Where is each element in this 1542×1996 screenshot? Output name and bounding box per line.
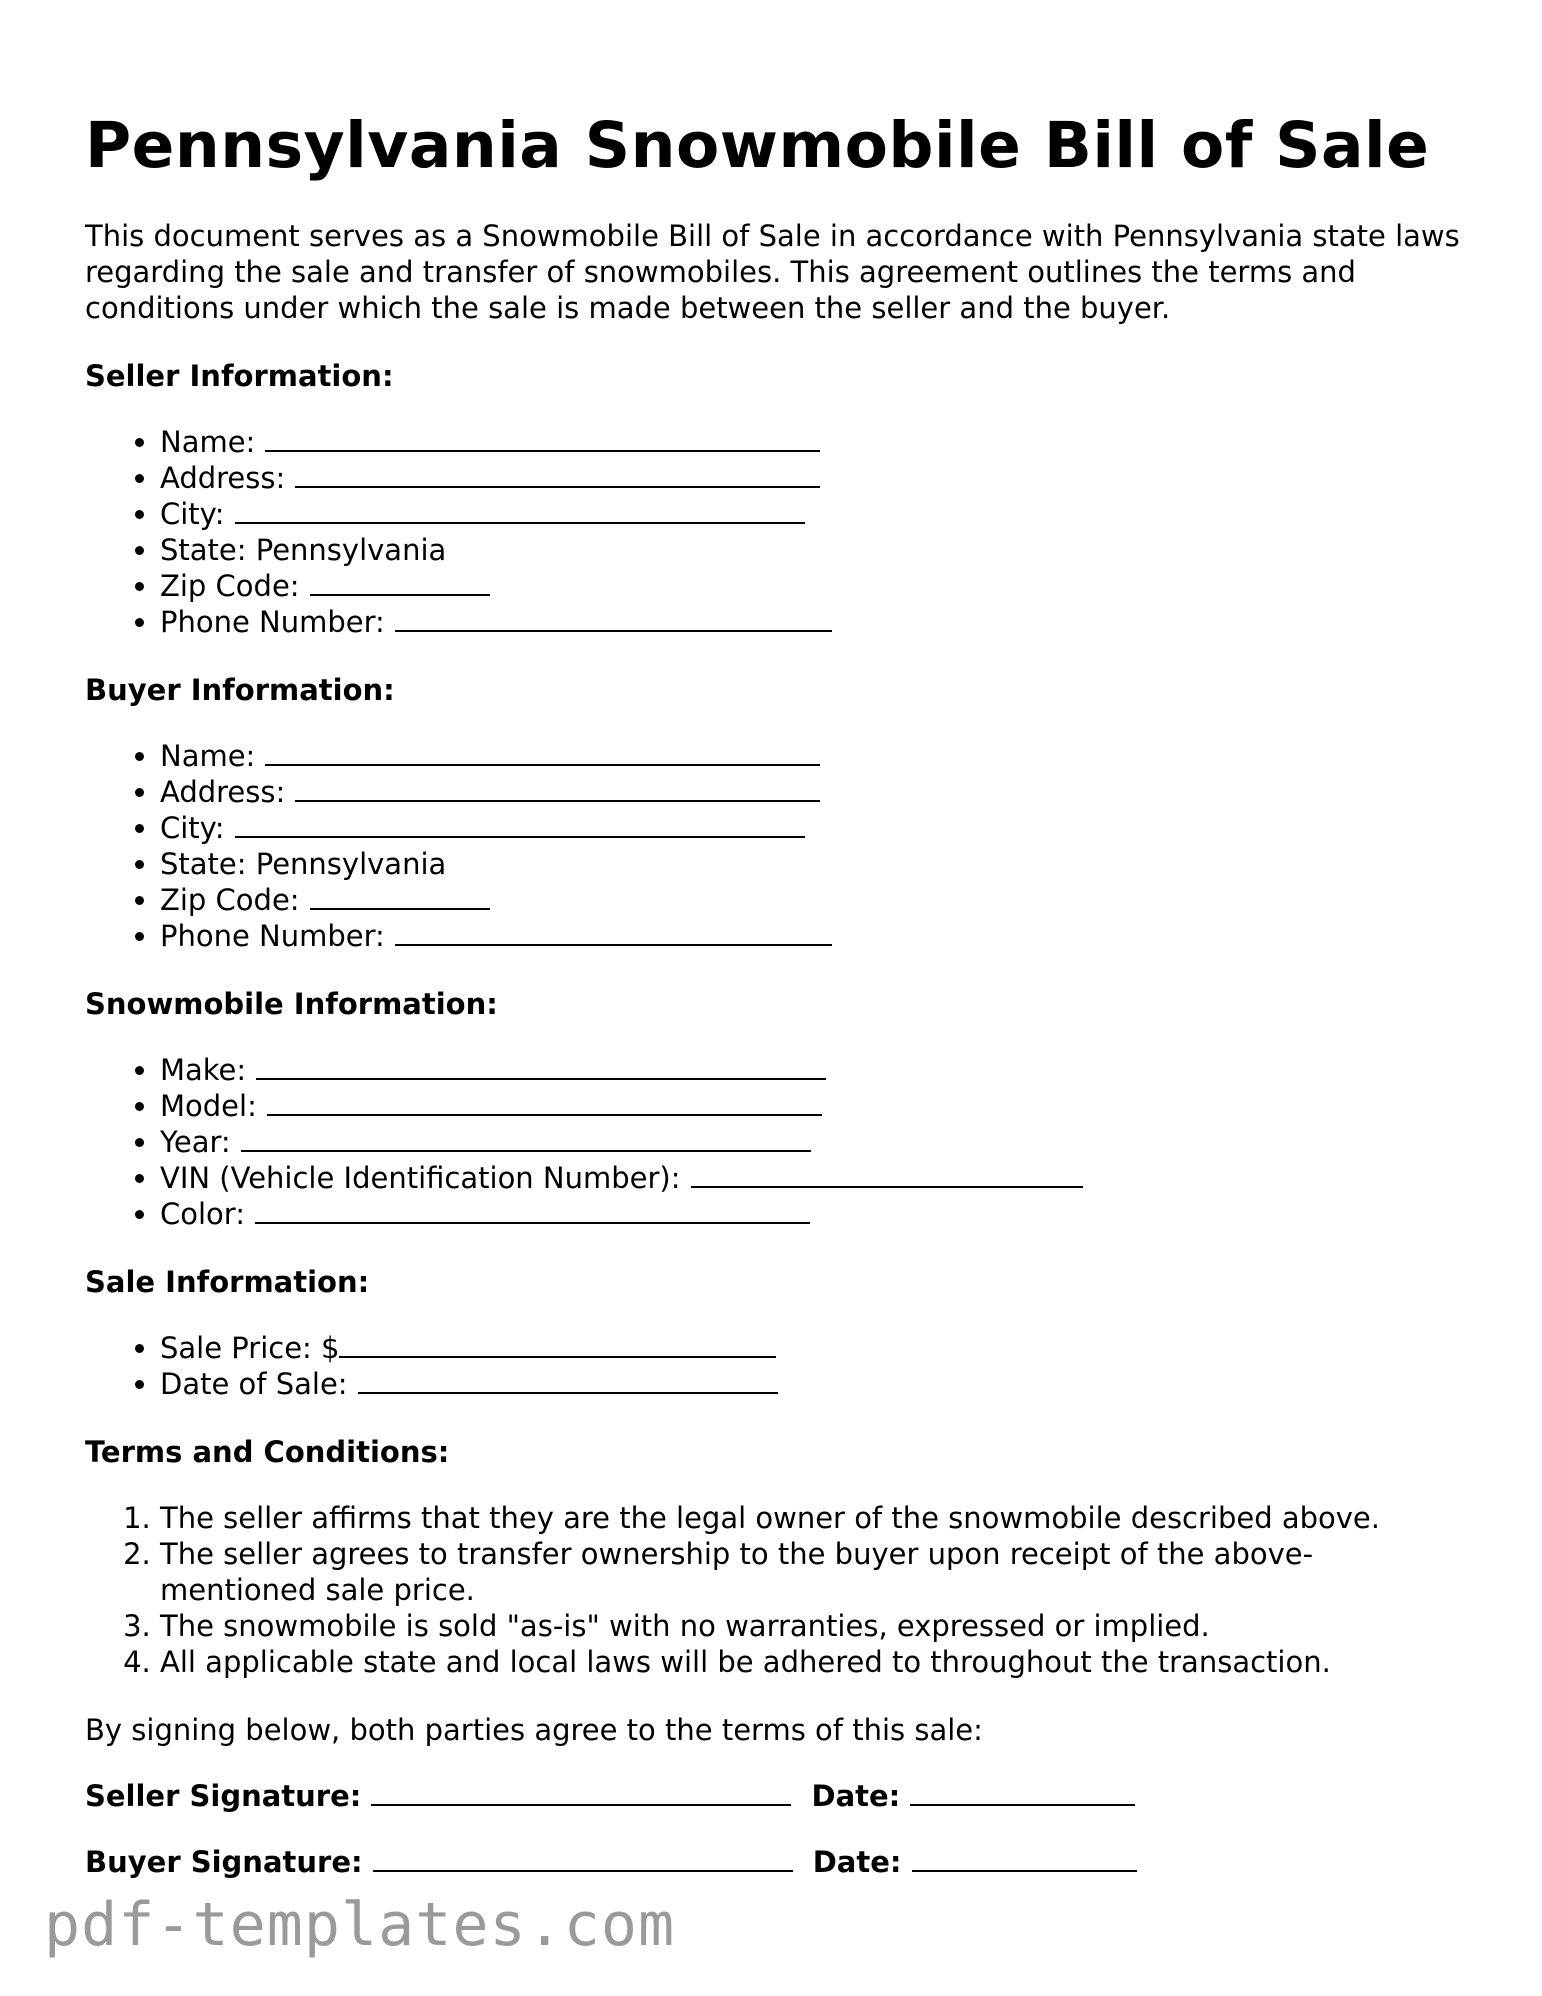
- seller-date-blank[interactable]: [910, 1778, 1135, 1806]
- watermark-text: pdf-templates.com: [44, 1890, 676, 1960]
- buyer-phone-label: Phone Number:: [160, 919, 385, 953]
- seller-address-item: [160, 460, 1465, 496]
- terms-item: 4. All applicable state and local laws will be adhered to throughout the transaction.: [160, 1644, 1465, 1680]
- seller-phone-label: Phone Number:: [160, 605, 385, 639]
- snowmobile-color-item: [160, 1196, 1465, 1232]
- buyer-state-item: [160, 846, 1465, 882]
- snowmobile-vin-blank[interactable]: [691, 1160, 1083, 1188]
- document-title: Pennsylvania Snowmobile Bill of Sale: [85, 109, 1430, 182]
- snowmobile-color-label: Color:: [160, 1197, 245, 1231]
- snowmobile-vin-label: VIN (Vehicle Identification Number):: [160, 1161, 681, 1195]
- snowmobile-year-label: Year:: [160, 1125, 231, 1159]
- buyer-signature-blank[interactable]: [373, 1844, 793, 1872]
- snowmobile-fields: [85, 1052, 1465, 1232]
- buyer-signature-label: Buyer Signature:: [85, 1845, 363, 1879]
- document-content: [85, 108, 1465, 1880]
- buyer-city-label: City:: [160, 811, 225, 845]
- buyer-phone-blank[interactable]: [395, 918, 832, 946]
- terms-list: [85, 1500, 1465, 1680]
- buyer-address-label: Address:: [160, 775, 286, 809]
- seller-address-blank[interactable]: [295, 460, 820, 488]
- buyer-phone-item: [160, 918, 1465, 954]
- seller-signature-row: [85, 1778, 1465, 1814]
- seller-heading: Seller Information:: [85, 359, 394, 393]
- terms-heading: Terms and Conditions:: [85, 1435, 450, 1469]
- seller-zip-blank[interactable]: [310, 568, 490, 596]
- sale-heading: Sale Information:: [85, 1265, 370, 1299]
- terms-item: 2. The seller agrees to transfer ownership to the buyer upon receipt of the above-mentioned sale price.: [160, 1536, 1465, 1608]
- sale-price-blank[interactable]: [339, 1330, 776, 1358]
- seller-zip-label: Zip Code:: [160, 569, 300, 603]
- buyer-signature-row: [85, 1844, 1465, 1880]
- seller-signature-label: Seller Signature:: [85, 1779, 362, 1813]
- signing-statement: By signing below, both parties agree to the terms of this sale:: [85, 1713, 983, 1747]
- buyer-zip-label: Zip Code:: [160, 883, 300, 917]
- sale-fields: [85, 1330, 1465, 1402]
- seller-address-label: Address:: [160, 461, 286, 495]
- seller-city-blank[interactable]: [235, 496, 805, 524]
- buyer-address-blank[interactable]: [295, 774, 820, 802]
- seller-city-item: [160, 496, 1465, 532]
- buyer-zip-item: [160, 882, 1465, 918]
- snowmobile-make-item: [160, 1052, 1465, 1088]
- snowmobile-year-item: [160, 1124, 1465, 1160]
- seller-date-label: Date:: [811, 1779, 901, 1813]
- terms-item: 3. The snowmobile is sold "as-is" with no warranties, expressed or implied.: [160, 1608, 1465, 1644]
- intro-paragraph: This document serves as a Snowmobile Bill of Sale in accordance with Pennsylvania state laws regarding the sale and transfer of snowmobiles. This agreement outlines the terms and conditions under which the sale is made between the seller and the buyer.: [85, 219, 1460, 325]
- seller-state-text: State: Pennsylvania: [160, 533, 447, 567]
- seller-city-label: City:: [160, 497, 225, 531]
- snowmobile-vin-item: [160, 1160, 1465, 1196]
- sale-date-item: [160, 1366, 1465, 1402]
- buyer-date-blank[interactable]: [912, 1844, 1137, 1872]
- snowmobile-model-blank[interactable]: [267, 1088, 822, 1116]
- snowmobile-make-blank[interactable]: [256, 1052, 826, 1080]
- buyer-name-blank[interactable]: [265, 738, 820, 766]
- buyer-city-blank[interactable]: [235, 810, 805, 838]
- buyer-fields: [85, 738, 1465, 954]
- buyer-state-text: State: Pennsylvania: [160, 847, 447, 881]
- buyer-heading: Buyer Information:: [85, 673, 395, 707]
- seller-name-item: [160, 424, 1465, 460]
- buyer-date-label: Date:: [812, 1845, 902, 1879]
- buyer-name-item: [160, 738, 1465, 774]
- snowmobile-color-blank[interactable]: [255, 1196, 810, 1224]
- seller-name-label: Name:: [160, 425, 256, 459]
- seller-fields: [85, 424, 1465, 640]
- buyer-name-label: Name:: [160, 739, 256, 773]
- buyer-address-item: [160, 774, 1465, 810]
- snowmobile-model-label: Model:: [160, 1089, 257, 1123]
- sale-date-blank[interactable]: [358, 1366, 778, 1394]
- snowmobile-model-item: [160, 1088, 1465, 1124]
- snowmobile-heading: Snowmobile Information:: [85, 987, 498, 1021]
- seller-phone-item: [160, 604, 1465, 640]
- seller-zip-item: [160, 568, 1465, 604]
- seller-name-blank[interactable]: [265, 424, 820, 452]
- seller-signature-blank[interactable]: [371, 1778, 791, 1806]
- seller-state-item: [160, 532, 1465, 568]
- terms-item: 1. The seller affirms that they are the legal owner of the snowmobile described above.: [160, 1500, 1465, 1536]
- snowmobile-make-label: Make:: [160, 1053, 247, 1087]
- sale-price-label: Sale Price: $: [160, 1331, 340, 1365]
- buyer-zip-blank[interactable]: [310, 882, 490, 910]
- buyer-city-item: [160, 810, 1465, 846]
- sale-price-item: [160, 1330, 1465, 1366]
- sale-date-label: Date of Sale:: [160, 1367, 348, 1401]
- snowmobile-year-blank[interactable]: [241, 1124, 811, 1152]
- seller-phone-blank[interactable]: [395, 604, 832, 632]
